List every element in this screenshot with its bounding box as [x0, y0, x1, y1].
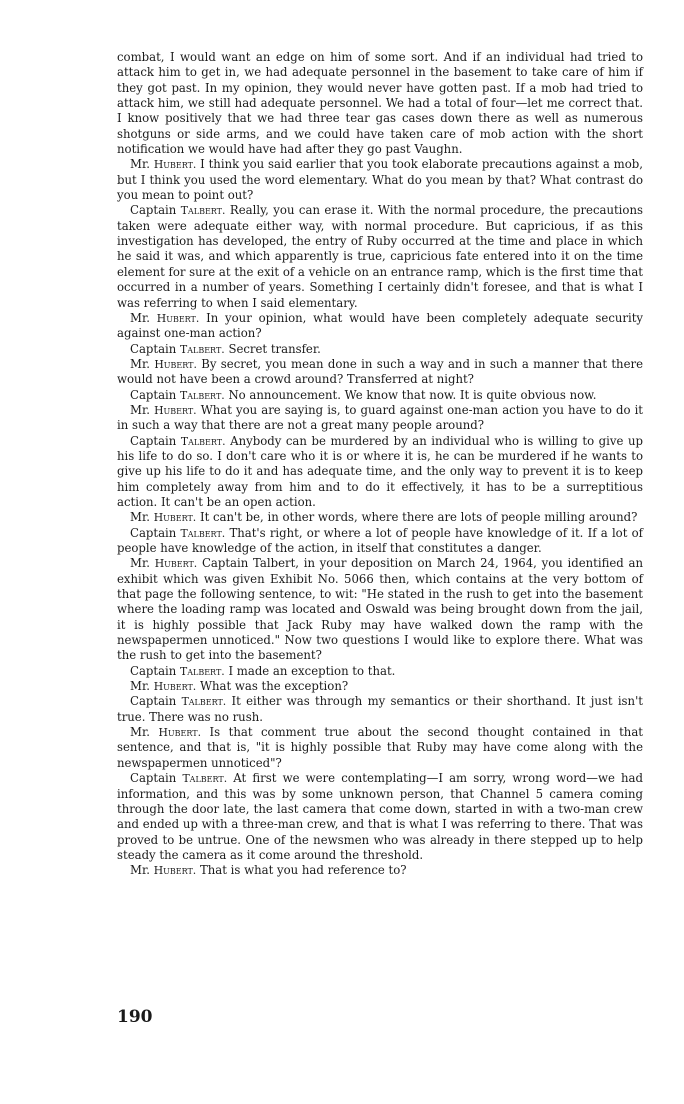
speech-text: In your opinion, what would have been completely adequate security against one-man action?: [117, 310, 644, 341]
transcript-paragraph: [117, 311, 643, 342]
speaker-label: Captain Talbert.: [130, 663, 225, 678]
speech-text: That's right, or where a lot of people have knowledge of it. If a lot of people have knowledge of the action, in itself that constitutes a danger.: [117, 525, 643, 555]
speech-text: Anybody can be murdered by an individual who is willing to give up his life to do so. I don't care who it is or where it is, he can be murdered if he wants to give up his life to do it and has adequate time, and the only way to prevent it is to keep him completely away from him and to do it effectively, it has to be a surreptitious action. It can't be an open action.: [117, 433, 643, 509]
speech-text: No announcement. We know that now. It is quite obvious now.: [228, 387, 597, 402]
page-number: 190: [117, 1007, 153, 1027]
speech-text: By secret, you mean done in such a way and in such a manner that there would not have been a crowd around? Transferred at night?: [117, 356, 644, 387]
speaker-label: Captain Talbert.: [130, 433, 226, 448]
transcript-paragraph: [117, 157, 643, 203]
speaker-label: Captain Talbert.: [130, 771, 228, 786]
transcript-body: [117, 50, 643, 879]
transcript-paragraph: [117, 863, 643, 878]
speech-text: What was the exception?: [199, 679, 349, 694]
speech-text: Really, you can erase it. With the normal procedure, the precautions taken were adequate either way, with normal procedure. But capricious, if as this investigation has developed, the entry of Ruby occurred at the time and place in which he said it was, and which apparently is true, capricious fate entered into it on the time element for sure at the exit of a vehicle on an entrance ramp, which is the first time that occurred in a number of years. Something I certainly didn't foresee, and that is what I was referring to when I said elementary.: [117, 203, 643, 310]
speaker-label: Mr. Hubert.: [130, 356, 197, 371]
speaker-label: Mr. Hubert.: [130, 863, 197, 878]
transcript-paragraph: [117, 388, 643, 403]
transcript-paragraph: [117, 510, 643, 525]
speaker-label: Captain Talbert.: [130, 341, 225, 356]
speech-text: combat, I would want an edge on him of some sort. And if an individual had tried to attack him to get in, we had adequate personnel in the basement to take care of him if they got past. In my opinion, they would never have gotten past. If a mob had tried to attack him, we still had adequate personnel. We had a total of four—let me correct that. I know positively that we had three tear gas cases down there as well as numerous shotguns or side arms, and we could have taken care of mob action with the short notification we would have had after they go past Vaughn.: [117, 50, 643, 157]
transcript-paragraph: [117, 664, 643, 679]
speaker-label: Captain Talbert.: [130, 694, 227, 709]
speech-text: That is what you had reference to?: [199, 863, 407, 878]
speaker-label: Captain Talbert.: [130, 525, 226, 540]
transcript-paragraph: [117, 203, 643, 310]
speech-text: I made an exception to that.: [228, 663, 396, 678]
transcript-paragraph: [117, 679, 643, 694]
transcript-paragraph: [117, 342, 643, 357]
speaker-label: Mr. Hubert.: [130, 679, 197, 694]
speech-text: Is that comment true about the second thought contained in that sentence, and that is, "it is highly possible that Ruby may have come along with the newspapermen unnoticed"?: [117, 725, 643, 770]
speech-text: It can't be, in other words, where there are lots of people milling around?: [199, 510, 638, 525]
transcript-paragraph: [117, 725, 643, 771]
speaker-label: Mr. Hubert.: [130, 402, 197, 417]
speaker-label: Mr. Hubert.: [130, 556, 198, 571]
speech-text: Captain Talbert, in your deposition on March 24, 1964, you identified an exhibit which was given Exhibit No. 5066 then, which contains at the very bottom of that page the following sentence, to wit: "He stated in the rush to get into the basement where the loading ramp was located and Oswald was being brought down from the jail, it is highly possible that Jack Ruby may have walked down the ramp with the newspapermen unnoticed." Now two questions I would like to explore there. What was the rush to get into the basement?: [117, 556, 643, 663]
speaker-label: Mr. Hubert.: [130, 310, 200, 325]
transcript-paragraph: [117, 434, 643, 511]
transcript-paragraph: [117, 771, 643, 863]
speaker-label: Captain Talbert.: [130, 387, 225, 402]
speech-text: What you are saying is, to guard against one-man action you have to do it in such a way that there are not a great many people around?: [117, 402, 644, 433]
transcript-paragraph: [117, 50, 643, 157]
speech-text: It either was through my semantics or their shorthand. It just isn't true. There was no rush.: [117, 694, 643, 724]
transcript-paragraph: [117, 403, 643, 434]
speaker-label: Mr. Hubert.: [130, 725, 202, 740]
speaker-label: Captain Talbert.: [130, 203, 226, 218]
speech-text: I think you said earlier that you took elaborate precautions against a mob, but I think you used the word elementary. What do you mean by that? What contrast do you mean to point out?: [117, 157, 643, 203]
transcript-paragraph: [117, 694, 643, 725]
speaker-label: Mr. Hubert.: [130, 510, 197, 525]
transcript-paragraph: [117, 556, 643, 663]
speaker-label: Mr. Hubert.: [130, 157, 197, 172]
speech-text: At first we were contemplating—I am sorry, wrong word—we had information, and this was by some unknown person, that Channel 5 camera coming through the door late, the last camera that come down, started in with a two-man crew and ended up with a three-man crew, and that is what I was referring to there. That was proved to be untrue. One of the newsmen who was already in there stepped up to help steady the camera as it come around the threshold.: [117, 771, 643, 862]
speech-text: Secret transfer.: [228, 341, 321, 356]
transcript-paragraph: [117, 526, 643, 557]
transcript-paragraph: [117, 357, 643, 388]
